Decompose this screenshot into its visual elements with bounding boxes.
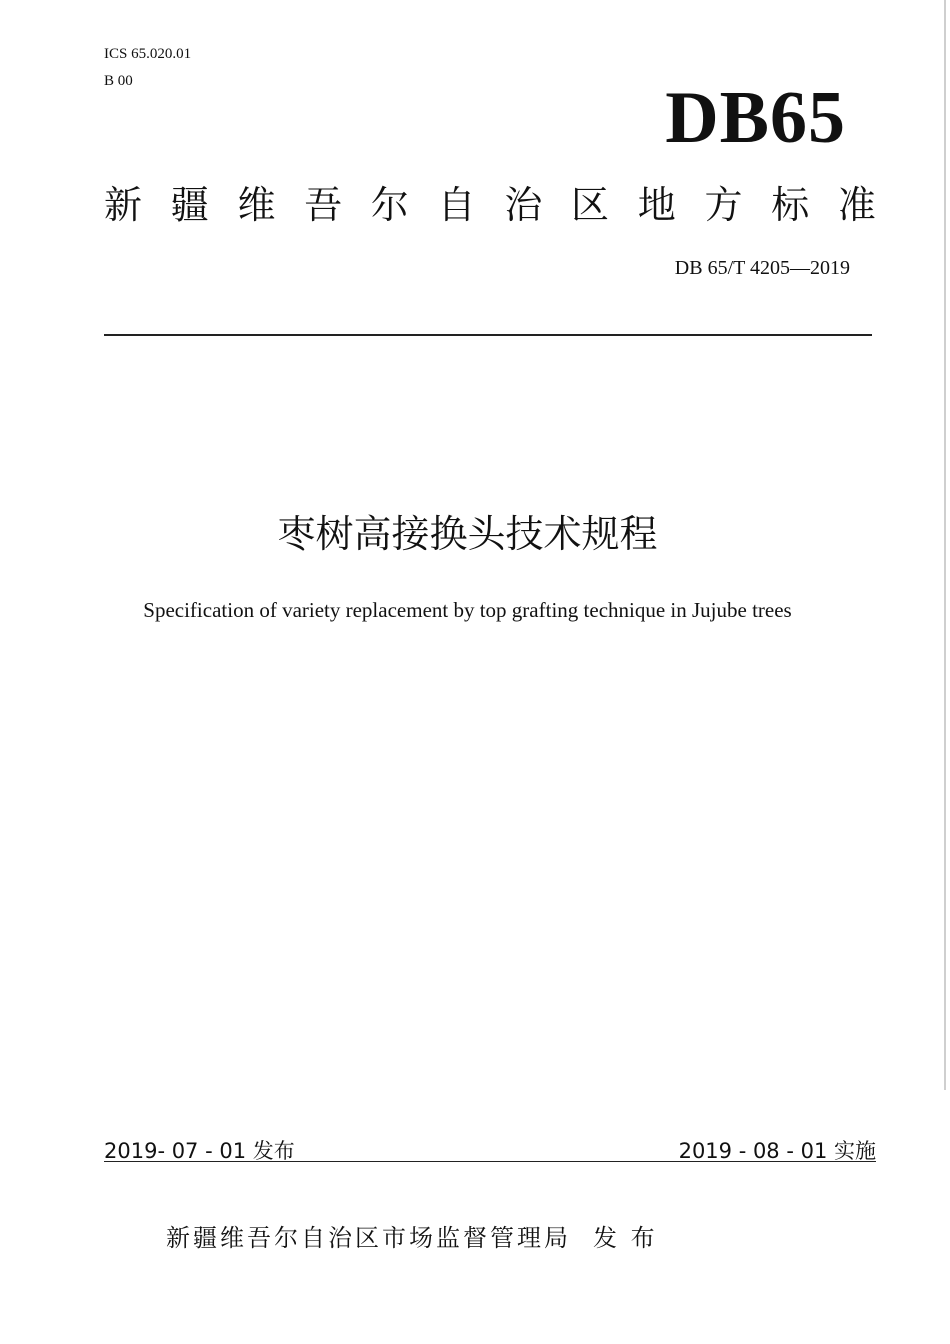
- standard-type-char: 方: [704, 183, 743, 227]
- standard-logo: DB65: [665, 77, 846, 159]
- publisher-name: 新疆维吾尔自治区市场监督管理局: [166, 1224, 571, 1252]
- header-divider: [104, 334, 872, 336]
- issue-date: 2019- 07 - 01 发布: [104, 1139, 295, 1163]
- standard-type-char: 自: [437, 183, 476, 227]
- footer-divider: [104, 1161, 876, 1162]
- publisher-line: [166, 1222, 658, 1254]
- standard-type-heading: [104, 182, 876, 228]
- document-title-chinese: 枣树高接换头技术规程: [277, 512, 658, 556]
- standard-type-char: 疆: [170, 183, 209, 227]
- standard-type-char: 吾: [304, 183, 343, 227]
- standard-type-char: 尔: [370, 183, 409, 227]
- standard-number: DB 65/T 4205—2019: [674, 257, 850, 279]
- standard-type-char: 标: [771, 183, 810, 227]
- standard-type-char: 维: [237, 183, 276, 227]
- standard-type-char: 治: [504, 183, 543, 227]
- ics-code: ICS 65.020.01: [104, 46, 192, 62]
- publisher-action: 发 布: [593, 1224, 658, 1252]
- implementation-date: 2019 - 08 - 01 实施: [678, 1139, 876, 1163]
- standard-type-char: 区: [571, 183, 610, 227]
- standard-type-char: 新: [104, 183, 143, 227]
- standard-type-char: 准: [837, 183, 876, 227]
- scan-edge-line: [944, 0, 946, 1090]
- standard-type-char: 地: [637, 183, 676, 227]
- document-title-english: Specification of variety replacement by top grafting technique in Jujube trees: [143, 598, 792, 622]
- classification-code: B 00: [104, 73, 133, 89]
